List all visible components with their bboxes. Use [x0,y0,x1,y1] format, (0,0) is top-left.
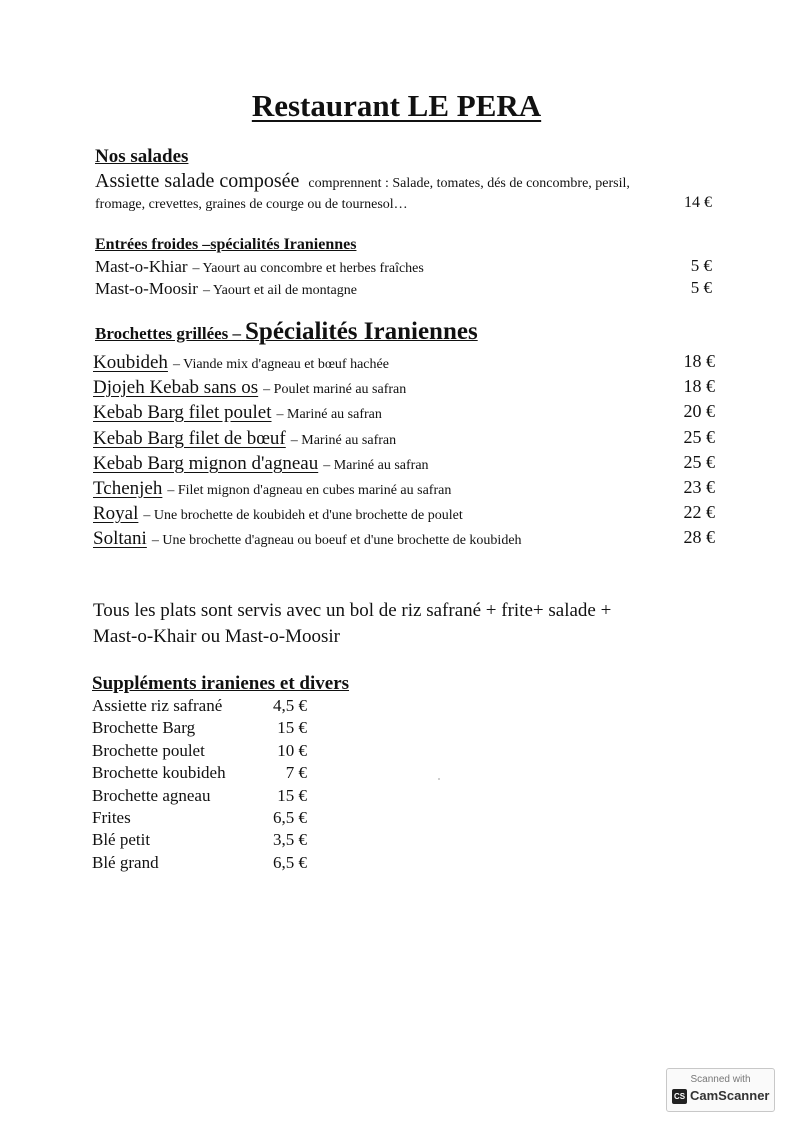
salade-desc-2: fromage, crevettes, graines de courge ou de tournesol… [95,197,408,212]
brochette-desc: – Une brochette d'agneau ou boeuf et d'une brochette de koubideh [151,533,522,548]
brochette-desc: – Poulet mariné au safran [263,382,407,397]
salade-line-1 [95,170,630,193]
entree-price: 5 € [690,278,712,297]
supplement-price: 6,5 € [273,853,307,872]
entree-price: 5 € [690,256,712,275]
brochette-price: 18 € [683,376,715,396]
entree-desc: – Yaourt au concombre et herbes fraîches [192,261,424,276]
supplement-price: 3,5 € [273,830,307,849]
entrees-heading: Entrées froides –spécialités Iraniennes [95,236,357,253]
salade-desc-1: comprennent : Salade, tomates, dés de concombre, persil, [308,176,630,191]
brochette-desc: – Mariné au safran [290,433,397,448]
brochette-desc: – Mariné au safran [323,458,429,473]
list-item [93,428,396,450]
list-item [93,453,429,475]
brochette-price: 28 € [683,527,715,547]
watermark-caption: Scanned with [690,1074,751,1085]
supplement-name: Blé petit [92,830,151,849]
brochettes-heading-big: Spécialités Iraniennes [245,318,478,345]
supplement-name: Assiette riz safrané [92,696,223,715]
camscanner-watermark [666,1068,775,1112]
brochette-price: 25 € [683,452,715,472]
list-item [95,279,357,299]
brochette-price: 22 € [683,502,715,522]
supplement-price: 4,5 € [273,696,307,715]
camscanner-logo-icon: CS [672,1089,687,1104]
list-item [93,402,382,424]
list-item [93,377,406,399]
supplement-name: Brochette agneau [92,786,211,805]
brochette-name: Soltani [93,528,147,549]
brochette-desc: – Une brochette de koubideh et d'une brochette de poulet [143,508,463,523]
entree-desc: – Yaourt et ail de montagne [202,283,357,298]
brochette-name: Kebab Barg mignon d'agneau [93,453,319,474]
brochette-name: Tchenjeh [93,478,163,499]
supplements-heading: Suppléments iranienes et divers [92,673,350,694]
list-item [95,257,424,277]
entree-name: Mast-o-Khiar [95,257,188,276]
brochette-price: 25 € [683,427,715,447]
page-title: Restaurant LE PERA [251,88,542,123]
list-item [93,478,451,500]
brochette-name: Royal [93,503,139,524]
note-line-2: Mast-o-Khair ou Mast-o-Moosir [93,626,340,647]
brochette-price: 20 € [683,401,715,421]
supplement-price: 10 € [277,741,307,760]
supplement-name: Brochette poulet [92,741,205,760]
brochettes-heading [95,318,478,346]
brochette-name: Kebab Barg filet de bœuf [93,428,286,449]
brochettes-heading-small: Brochettes grillées – [95,324,242,343]
salade-price: 14 € [684,194,712,211]
entree-name: Mast-o-Moosir [95,279,198,298]
note-line-1: Tous les plats sont servis avec un bol de riz safrané + frite+ salade + [93,600,612,621]
supplement-price: 7 € [285,763,307,782]
list-item [93,503,463,525]
watermark-brand: CamScanner [690,1088,770,1103]
brochette-desc: – Mariné au safran [276,407,382,422]
list-item [93,352,389,374]
brochette-name: Djojeh Kebab sans os [93,377,259,398]
brochette-desc: – Viande mix d'agneau et bœuf hachée [172,357,389,372]
list-item [93,528,522,550]
scan-speck [438,778,440,780]
brochette-price: 18 € [683,351,715,371]
brochette-desc: – Filet mignon d'agneau en cubes mariné au safran [167,483,452,498]
brochette-name: Kebab Barg filet poulet [93,402,272,423]
supplement-name: Blé grand [92,853,159,872]
supplement-name: Brochette Barg [92,718,196,737]
brochette-name: Koubideh [93,352,168,373]
supplement-price: 6,5 € [273,808,307,827]
brochette-price: 23 € [683,477,715,497]
supplement-price: 15 € [277,786,307,805]
salades-heading: Nos salades [95,146,189,167]
salade-name: Assiette salade composée [95,170,300,192]
supplement-name: Brochette koubideh [92,763,226,782]
supplement-name: Frites [92,808,131,827]
supplement-price: 15 € [277,718,307,737]
